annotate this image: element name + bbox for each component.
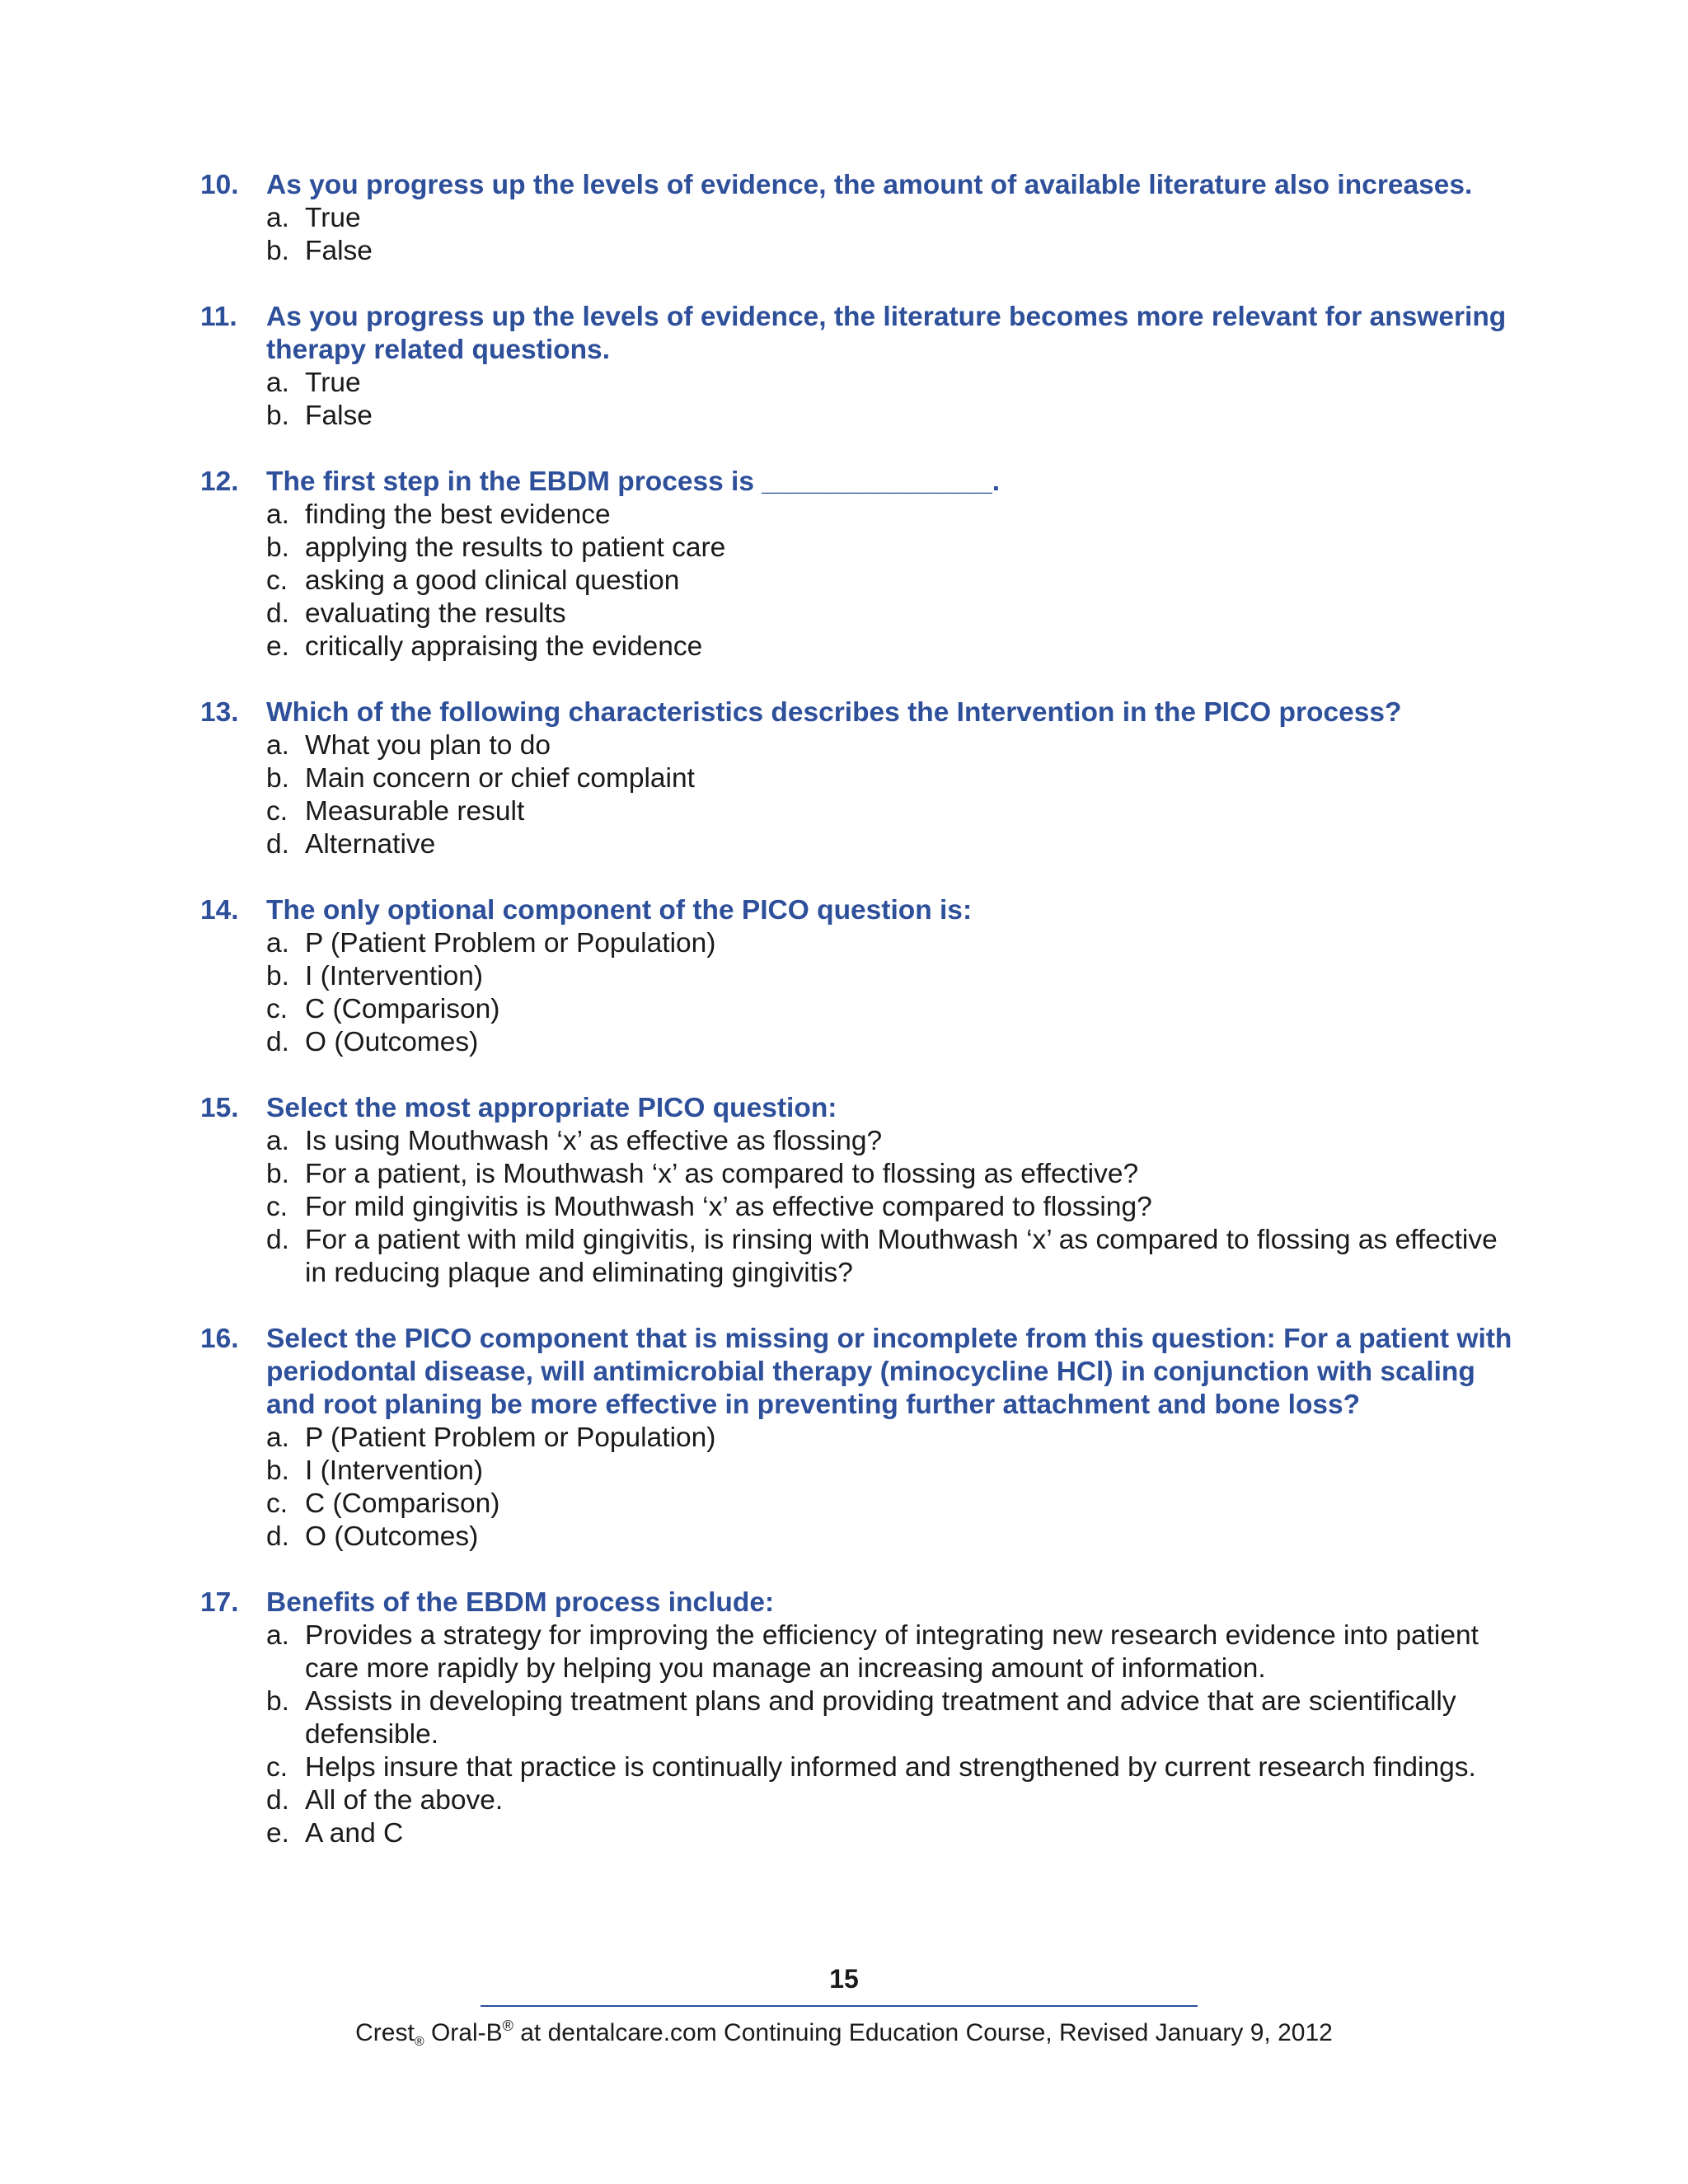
option-text: finding the best evidence	[305, 499, 611, 530]
option-letter: a.	[266, 499, 289, 530]
question-heading	[200, 696, 1519, 729]
option-text: O (Outcomes)	[305, 1027, 479, 1057]
option-letter: d.	[266, 1027, 289, 1057]
option-letter: d.	[266, 1225, 289, 1255]
option-text: For a patient, is Mouthwash ‘x’ as compared to flossing as effective?	[305, 1159, 1139, 1189]
option-text: I (Intervention)	[305, 961, 483, 991]
option-letter: b.	[266, 236, 289, 266]
option-text: What you plan to do	[305, 730, 551, 761]
option-text: Measurable result	[305, 796, 525, 827]
answer-options	[200, 1125, 1519, 1290]
option-text: False	[305, 236, 373, 266]
answer-option	[200, 202, 1519, 235]
question-text: The first step in the EBDM process is _______________.	[266, 466, 1001, 497]
option-text: applying the results to patient care	[305, 532, 726, 563]
answer-options	[200, 1422, 1519, 1554]
answer-options	[200, 1619, 1519, 1850]
option-letter: a.	[266, 368, 289, 398]
answer-option	[200, 762, 1519, 795]
answer-option	[200, 828, 1519, 861]
option-text: C (Comparison)	[305, 1488, 500, 1519]
option-text: Is using Mouthwash ‘x’ as effective as flossing?	[305, 1126, 883, 1156]
answer-option	[200, 1191, 1519, 1224]
option-text: P (Patient Problem or Population)	[305, 1422, 716, 1453]
option-letter: c.	[266, 565, 288, 596]
answer-option	[200, 729, 1519, 762]
question-text: Select the PICO component that is missing or incomplete from this question: For a patient with periodontal disease, will antimicrobial therapy (minocycline HCl) in conjunction with scaling and root planing be more effective in preventing further attachment and bone loss?	[266, 1324, 1512, 1420]
answer-option	[200, 630, 1519, 663]
answer-option	[200, 499, 1519, 532]
option-letter: e.	[266, 1818, 289, 1849]
answer-option	[200, 1158, 1519, 1191]
question-heading	[200, 1323, 1519, 1422]
answer-options	[200, 729, 1519, 861]
page-number: 15	[829, 1964, 859, 1994]
answer-option	[200, 367, 1519, 400]
footer-brand-crest-mark: ®	[414, 2035, 424, 2049]
question-text: Select the most appropriate PICO question:	[266, 1093, 837, 1123]
option-letter: e.	[266, 631, 289, 662]
answer-option	[200, 1224, 1519, 1290]
option-text: Main concern or chief complaint	[305, 763, 695, 794]
option-text: True	[305, 368, 361, 398]
answer-option	[200, 1125, 1519, 1158]
question-number: 11.	[200, 302, 237, 332]
option-letter: d.	[266, 1785, 289, 1816]
option-letter: b.	[266, 1686, 289, 1717]
question-text: As you progress up the levels of evidence, the amount of available literature also increases.	[266, 170, 1473, 200]
question-text: Which of the following characteristics describes the Intervention in the PICO process?	[266, 697, 1402, 728]
question-heading	[200, 1092, 1519, 1125]
answer-option	[200, 1422, 1519, 1455]
option-text: False	[305, 401, 373, 431]
option-letter: c.	[266, 1752, 288, 1783]
option-letter: c.	[266, 1488, 288, 1519]
question-number: 16.	[200, 1324, 239, 1354]
question-16	[200, 1323, 1519, 1554]
option-text: All of the above.	[305, 1785, 504, 1816]
option-text: True	[305, 203, 361, 233]
answer-options	[200, 927, 1519, 1059]
option-letter: b.	[266, 961, 289, 991]
question-number: 13.	[200, 697, 239, 728]
question-number: 17.	[200, 1587, 239, 1618]
answer-option	[200, 598, 1519, 630]
answer-option	[200, 1455, 1519, 1488]
option-text: For mild gingivitis is Mouthwash ‘x’ as effective compared to flossing?	[305, 1192, 1152, 1222]
question-number: 14.	[200, 895, 239, 926]
option-text: For a patient with mild gingivitis, is rinsing with Mouthwash ‘x’ as compared to flossing as effective in reducing plaque and eliminating gingivitis?	[305, 1225, 1498, 1288]
footer-divider	[481, 2005, 1198, 2007]
question-list	[200, 169, 1519, 1883]
option-text: critically appraising the evidence	[305, 631, 703, 662]
answer-option	[200, 927, 1519, 960]
question-text: As you progress up the levels of evidence, the literature becomes more relevant for answering therapy related questions.	[266, 302, 1507, 365]
option-text: Helps insure that practice is continually informed and strengthened by current research findings.	[305, 1752, 1476, 1783]
option-letter: c.	[266, 994, 288, 1024]
question-heading	[200, 301, 1519, 367]
answer-option	[200, 960, 1519, 993]
answer-option	[200, 1619, 1519, 1685]
answer-option	[200, 400, 1519, 433]
option-letter: a.	[266, 1422, 289, 1453]
option-text: Provides a strategy for improving the efficiency of integrating new research evidence into patient care more rapidly by helping you manage an increasing amount of information.	[305, 1620, 1479, 1684]
question-17	[200, 1586, 1519, 1850]
option-text: P (Patient Problem or Population)	[305, 928, 716, 958]
option-letter: a.	[266, 1620, 289, 1651]
option-letter: b.	[266, 763, 289, 794]
answer-option	[200, 1817, 1519, 1850]
answer-option	[200, 565, 1519, 598]
question-heading	[200, 466, 1519, 499]
question-15	[200, 1092, 1519, 1290]
option-letter: a.	[266, 1126, 289, 1156]
footer-brand-crest: Crest	[355, 2019, 415, 2046]
option-letter: d.	[266, 829, 289, 860]
answer-option	[200, 1521, 1519, 1554]
answer-option	[200, 1685, 1519, 1751]
answer-option	[200, 1488, 1519, 1521]
option-letter: a.	[266, 928, 289, 958]
question-text: Benefits of the EBDM process include:	[266, 1587, 775, 1618]
footer-course-text: at dentalcare.com Continuing Education Course, Revised January 9, 2012	[513, 2019, 1333, 2046]
answer-option	[200, 235, 1519, 268]
answer-options	[200, 367, 1519, 433]
option-text: asking a good clinical question	[305, 565, 680, 596]
question-10	[200, 169, 1519, 268]
option-letter: b.	[266, 1159, 289, 1189]
questions-container	[200, 169, 1519, 1850]
answer-options	[200, 202, 1519, 268]
question-number: 10.	[200, 170, 239, 200]
question-12	[200, 466, 1519, 663]
option-text: Assists in developing treatment plans and providing treatment and advice that are scientifically defensible.	[305, 1686, 1456, 1750]
footer-credit	[0, 2018, 1688, 2050]
question-heading	[200, 894, 1519, 927]
question-13	[200, 696, 1519, 861]
answer-option	[200, 1026, 1519, 1059]
option-text: I (Intervention)	[305, 1455, 483, 1486]
answer-option	[200, 993, 1519, 1026]
footer-brand-oralb-mark: ®	[502, 2018, 513, 2034]
question-text: The only optional component of the PICO question is:	[266, 895, 973, 926]
option-letter: b.	[266, 532, 289, 563]
option-letter: d.	[266, 598, 289, 629]
question-heading	[200, 1586, 1519, 1619]
question-heading	[200, 169, 1519, 202]
option-text: evaluating the results	[305, 598, 566, 629]
option-letter: b.	[266, 1455, 289, 1486]
option-letter: c.	[266, 796, 288, 827]
question-14	[200, 894, 1519, 1059]
option-text: Alternative	[305, 829, 436, 860]
answer-option	[200, 1751, 1519, 1784]
option-text: O (Outcomes)	[305, 1521, 479, 1552]
footer-brand-oralb: Oral-B	[424, 2019, 503, 2046]
option-text: C (Comparison)	[305, 994, 500, 1024]
option-text: A and C	[305, 1818, 404, 1849]
question-number: 12.	[200, 466, 239, 497]
option-letter: a.	[266, 203, 289, 233]
answer-option	[200, 532, 1519, 565]
question-number: 15.	[200, 1093, 239, 1123]
option-letter: b.	[266, 401, 289, 431]
option-letter: a.	[266, 730, 289, 761]
question-11	[200, 301, 1519, 433]
option-letter: c.	[266, 1192, 288, 1222]
answer-option	[200, 795, 1519, 828]
answer-options	[200, 499, 1519, 663]
option-letter: d.	[266, 1521, 289, 1552]
answer-option	[200, 1784, 1519, 1817]
